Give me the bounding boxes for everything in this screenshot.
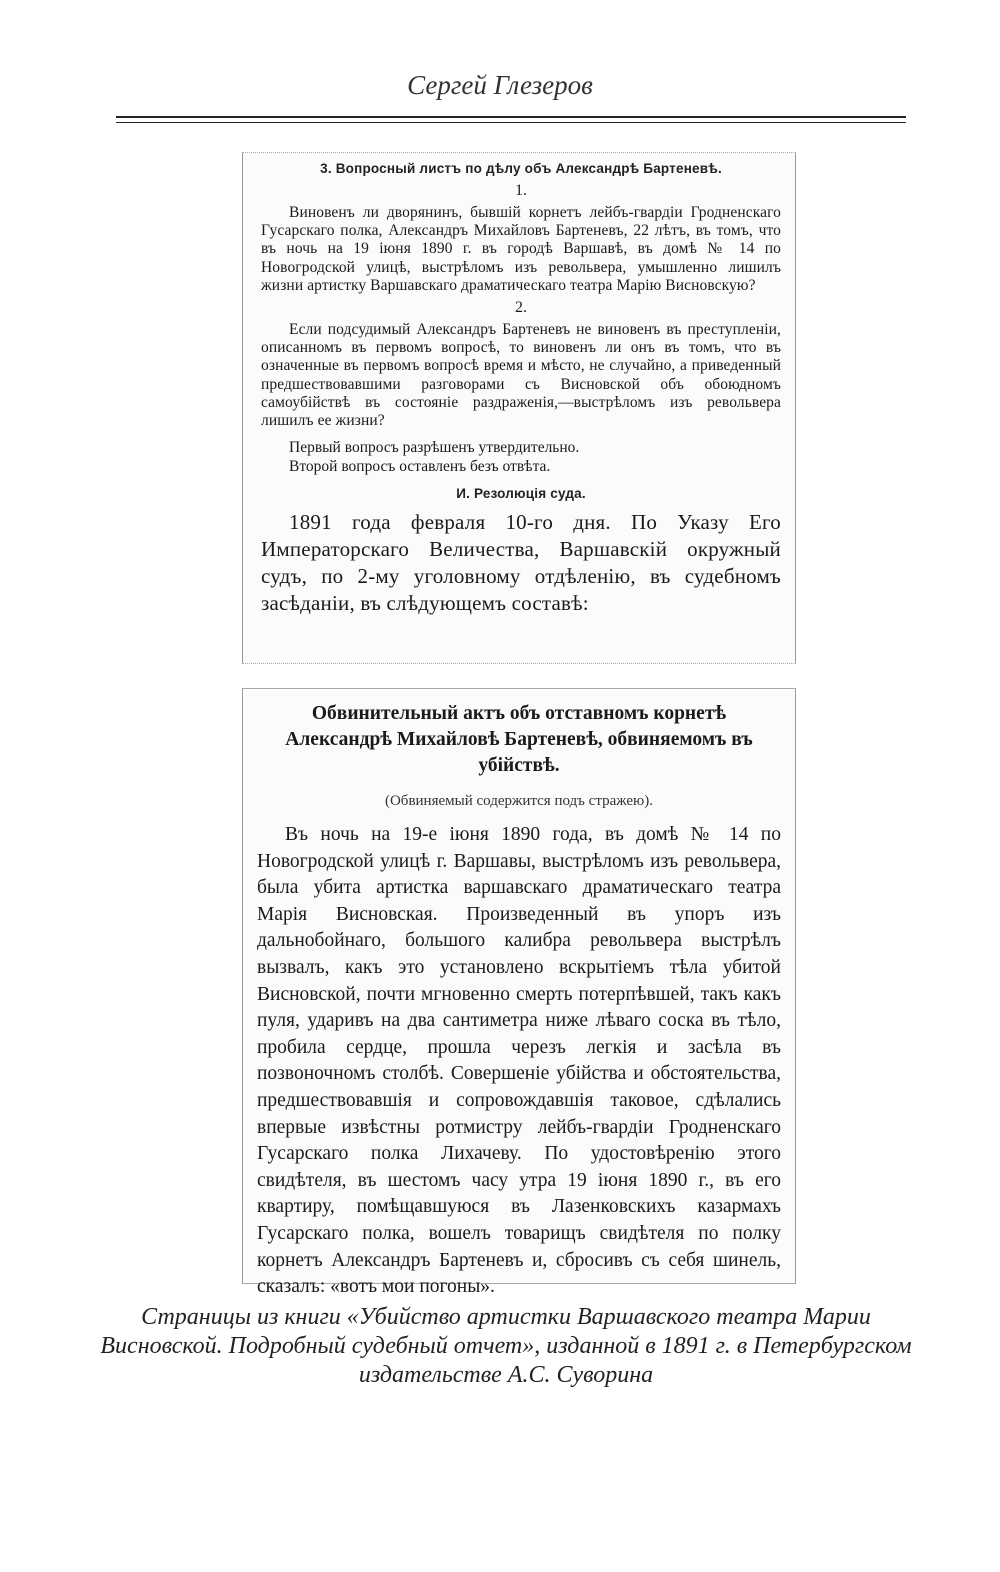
question-2-number: 2. bbox=[515, 299, 527, 317]
question-sheet-heading: 3. Вопросный листъ по дѣлу объ Александрѣ Бартеневѣ. bbox=[320, 161, 722, 176]
resolution-text: 1891 года февраля 10-го дня. По Указу Его Императорскаго Величества, Варшавскій окружный судъ, по 2-му уголовному отдѣленію, въ судебномъ засѣданіи, въ слѣдующемъ составѣ: bbox=[261, 510, 781, 616]
resolution-heading: И. Резолюція суда. bbox=[456, 486, 586, 502]
running-head: Сергей Глезеров bbox=[407, 70, 593, 100]
indictment-title: Обвинительный актъ объ отставномъ корнетѣ Александрѣ Михайловѣ Бартеневѣ, обвиняемомъ въ убійствѣ. bbox=[285, 703, 753, 776]
clipping-question-sheet bbox=[242, 152, 796, 664]
header-rule-thick bbox=[116, 116, 906, 118]
question-1-number: 1. bbox=[515, 182, 527, 199]
figure-caption: Страницы из книги «Убийство артистки Варшавского театра Марии Висновской. Подробный судебный отчет», изданной в 1891 г. в Петербургском издательстве А.С. Суворина bbox=[100, 1304, 912, 1388]
question-2-text: Если подсудимый Александръ Бартеневъ не виновенъ въ преступленіи, описанномъ въ первомъ вопросѣ, то виновенъ ли онъ въ томъ, что въ означенные въ первомъ вопросѣ время и мѣсто, не случайно, а приведенный предшествовавшими разговорами съ Висновской объ обоюдномъ самоубійствѣ въ состояніе раздраженія,—выстрѣломъ изъ револьвера лишилъ ее жизни? bbox=[261, 321, 781, 430]
indictment-body: Въ ночь на 19-е іюня 1890 года, въ домѣ № 14 по Новогродской улицѣ г. Варшавы, выстрѣломъ изъ револьвера, была убита артистка варшавскаго драматическаго театра Марія Висновская. Произведенный въ упоръ изъ дальнобойнаго, большого калибра револьвера выстрѣлъ вызвалъ, какъ это установлено вскрытіемъ тѣла убитой Висновской, почти мгновенно смерть потерпѣвшей, такъ какъ пуля, ударивъ на два сантиметра ниже лѣваго соска въ тѣло, пробила сердце, прошла черезъ легкія и засѣла въ позвоночномъ столбѣ. Совершеніе убійства и обстоятельства, предшествовавшія и сопровождавшія таковое, сдѣлались впервые извѣстны ротмистру лейбъ-гвардіи Гродненскаго Гусарскаго полка Лихачеву. По удостовѣренію этого свидѣтеля, въ шестомъ часу утра 19 іюня 1890 г., въ его квартиру, помѣщавшуюся въ Лазенковскихъ казармахъ Гусарскаго полка, вошелъ товарищъ свидѣтеля по полку корнетъ Александръ Бартеневъ и, сбросивъ съ себя шинель, сказалъ: «вотъ мои погоны». bbox=[257, 824, 781, 1298]
header-rule-thin bbox=[116, 122, 906, 123]
clipping-indictment bbox=[242, 688, 796, 1298]
question-1-text: Виновенъ ли дворянинъ, бывшій корнетъ лейбъ-гвардіи Гродненскаго Гусарскаго полка, Александръ Михайловъ Бартеневъ, 22 лѣтъ, въ томъ, что въ ночь на 19 іюня 1890 г. въ городѣ Варшавѣ, въ домѣ № 14 по Новогродской улицѣ, выстрѣломъ изъ револьвера, умышленно лишилъ жизни артистку Варшавскаго драматическаго театра Марію Висновскую? bbox=[261, 204, 781, 294]
indictment-subtitle: (Обвиняемый содержится подъ стражею). bbox=[384, 793, 653, 809]
answer-2: Второй вопросъ оставленъ безъ отвѣта. bbox=[289, 458, 551, 476]
answer-1: Первый вопросъ разрѣшенъ утвердительно. bbox=[289, 439, 580, 457]
jury-answers bbox=[261, 438, 781, 476]
